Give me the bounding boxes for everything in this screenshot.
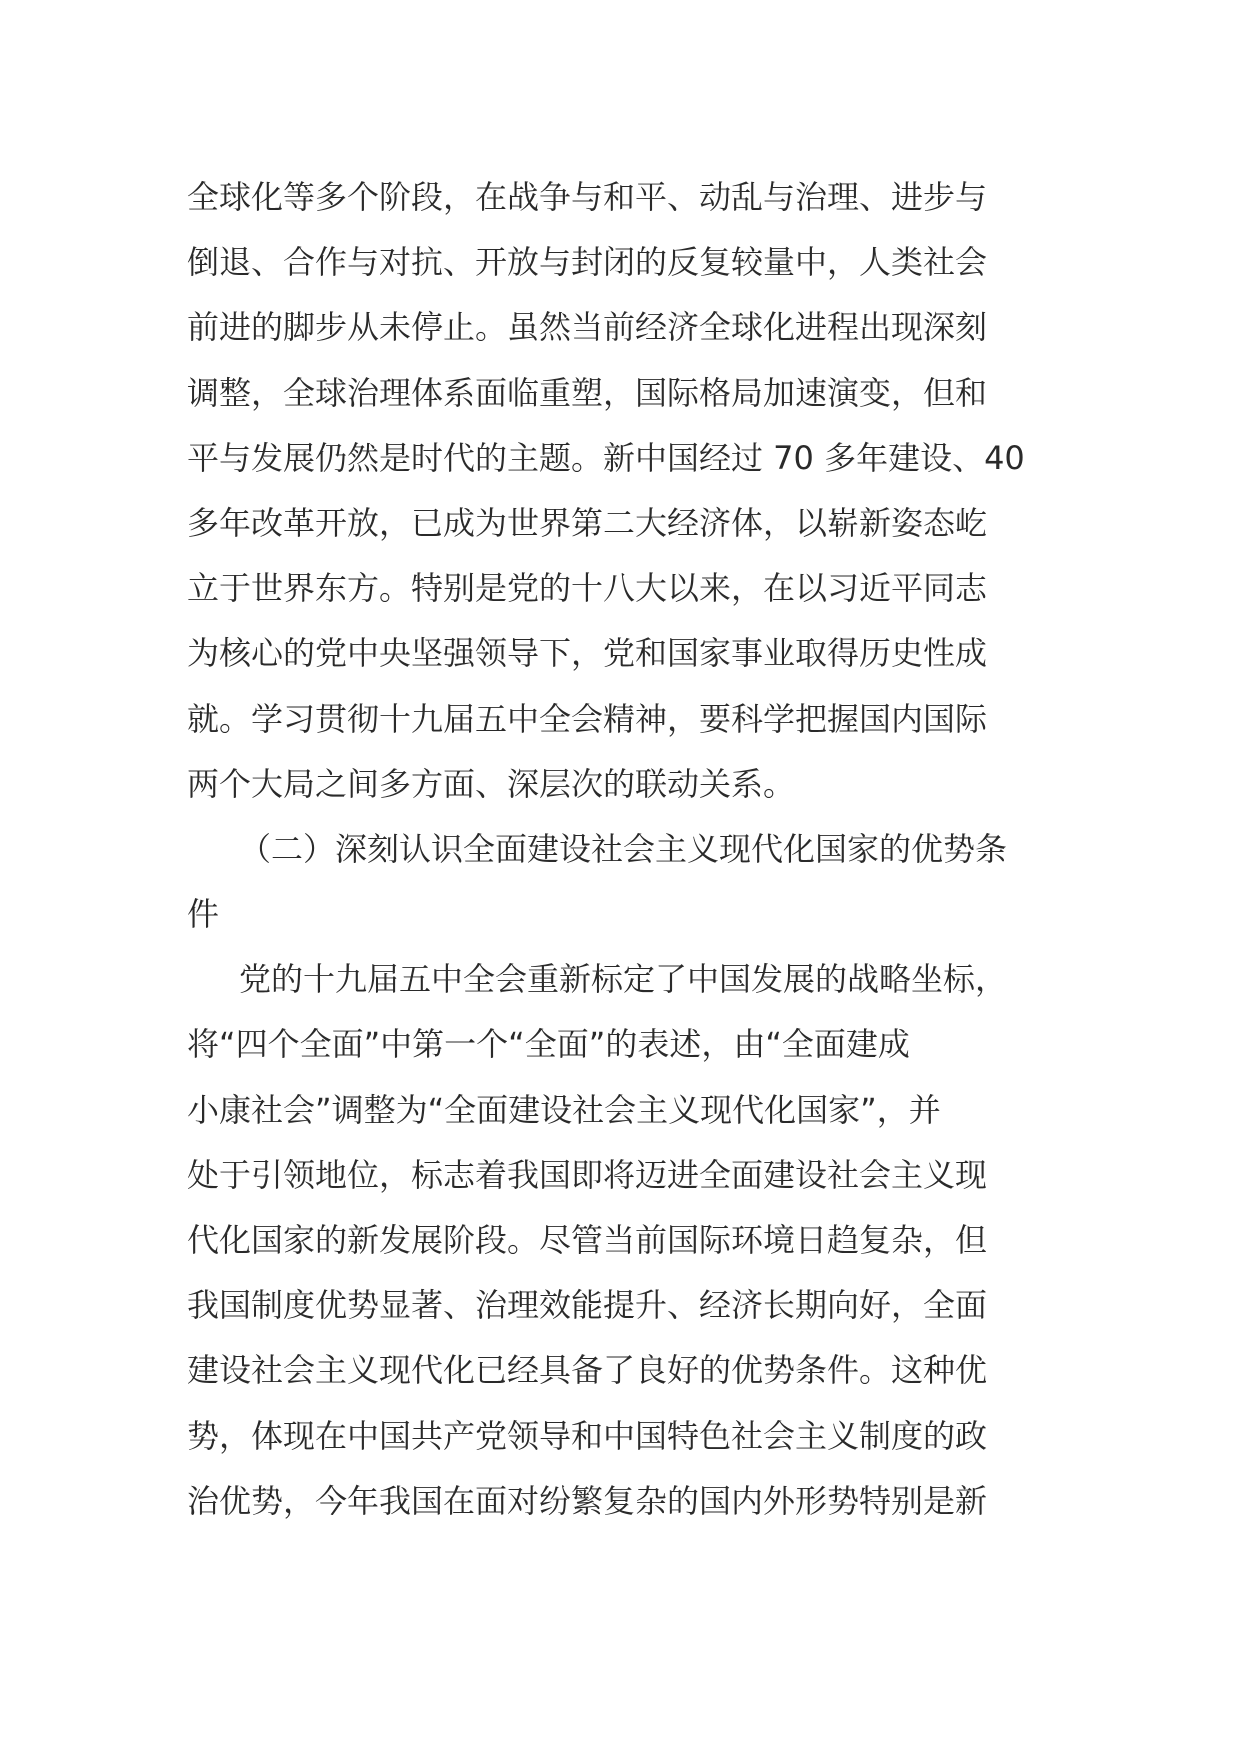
body-paragraph [187,165,1047,817]
text-line: 倒退、合作与对抗、开放与封闭的反复较量中，人类社会 [187,243,988,282]
text-line: 两个大局之间多方面、深层次的联动关系。 [187,764,796,803]
text-line: 前进的脚步从未停止。虽然当前经济全球化进程出现深刻 [187,308,988,347]
text-line: 建设社会主义现代化已经具备了良好的优势条件。这种优 [187,1351,988,1390]
heading-line: （二）深刻认识全面建设社会主义现代化国家的优势条 [239,829,1008,868]
text-line: 将“四个全面”中第一个“全面”的表述，由“全面建成 [187,1025,910,1064]
text-line: 处于引领地位，标志着我国即将迈进全面建设社会主义现 [187,1155,988,1194]
text-line: 势，体现在中国共产党领导和中国特色社会主义制度的政 [187,1416,988,1455]
text-line: 党的十九届五中全会重新标定了中国发展的战略坐标， [239,960,1008,999]
text-line: 代化国家的新发展阶段。尽管当前国际环境日趋复杂，但 [187,1221,988,1259]
text-line: 我国制度优势显著、治理效能提升、经济长期向好，全面 [187,1286,988,1325]
text-line: 为核心的党中央坚强领导下，党和国家事业取得历史性成 [187,634,988,673]
text-line: 多年改革开放，已成为世界第二大经济体，以崭新姿态屹 [187,503,988,542]
heading-line: 件 [187,895,220,934]
text-line: 平与发展仍然是时代的主题。新中国经过 70 多年建设、40 [187,438,1025,477]
section-heading [187,817,1047,947]
body-paragraph [187,947,1047,1534]
text-line: 调整，全球治理体系面临重塑，国际格局加速演变，但和 [187,373,988,412]
text-line: 小康社会”调整为“全面建设社会主义现代化国家”，并 [187,1090,941,1129]
text-line: 就。学习贯彻十九届五中全会精神，要科学把握国内国际 [187,699,988,738]
text-line: 全球化等多个阶段，在战争与和平、动乱与治理、进步与 [187,178,988,216]
text-line: 治优势，今年我国在面对纷繁复杂的国内外形势特别是新 [187,1481,988,1520]
text-line: 立于世界东方。特别是党的十八大以来，在以习近平同志 [187,569,988,608]
document-body [187,165,1047,1534]
